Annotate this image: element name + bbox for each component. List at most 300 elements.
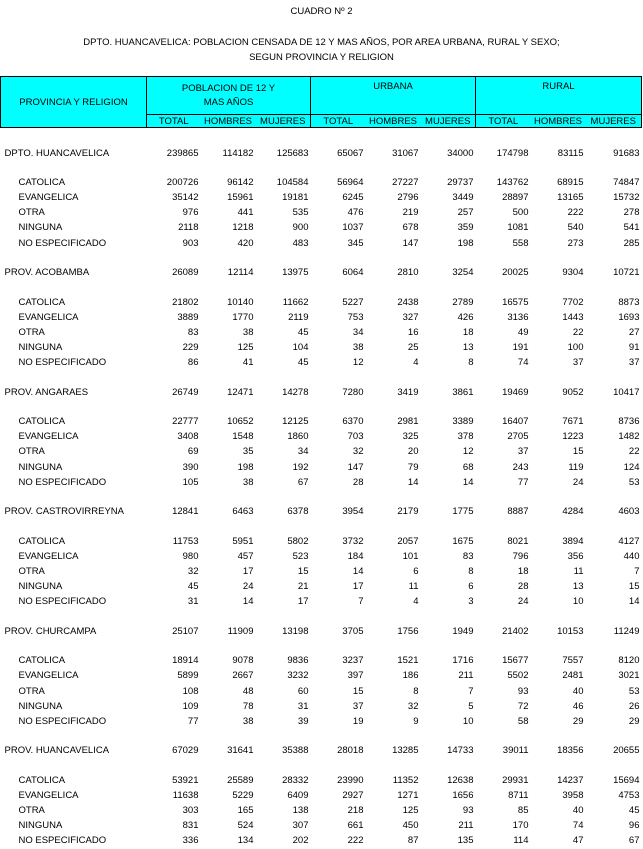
cell-urbana-mujeres: 68	[462, 461, 474, 473]
cell-poblacion-hombres: 5229	[232, 790, 254, 802]
cell-poblacion-hombres: 15961	[227, 192, 254, 204]
cell-urbana-hombres: 2796	[397, 192, 419, 204]
cell-poblacion-mujeres: 31	[297, 700, 309, 712]
cell-urbana-hombres: 13285	[392, 745, 419, 757]
header-group-poblacion: POBLACION DE 12 Y MAS AÑOS	[147, 77, 311, 115]
cell-rural-hombres: 540	[567, 222, 584, 234]
row-label: EVANGELICA	[18, 192, 79, 204]
cell-rural-mujeres: 91683	[613, 147, 640, 159]
cell-poblacion-total: 18914	[172, 655, 199, 667]
cell-poblacion-mujeres: 3232	[287, 670, 309, 682]
cell-urbana-mujeres: 5	[468, 700, 474, 712]
row-label: CATOLICA	[18, 655, 66, 667]
religion-row	[1, 220, 642, 235]
row-label: PROV. HUANCAVELICA	[4, 745, 110, 757]
cell-poblacion-mujeres: 45	[297, 326, 309, 338]
cell-poblacion-hombres: 1218	[232, 222, 254, 234]
cell-urbana-mujeres: 34000	[447, 147, 474, 159]
row-label: CATOLICA	[18, 774, 66, 786]
cell-rural-mujeres: 4603	[618, 506, 640, 518]
cell-rural-total: 28897	[502, 192, 529, 204]
cell-urbana-hombres: 4	[413, 596, 419, 608]
cell-urbana-mujeres: 426	[457, 311, 474, 323]
cell-poblacion-mujeres: 13198	[282, 625, 309, 637]
cell-rural-mujeres: 10417	[613, 386, 640, 398]
cell-poblacion-hombres: 38	[242, 476, 254, 488]
cell-urbana-total: 56964	[337, 177, 364, 189]
cell-rural-total: 2705	[507, 431, 529, 443]
spacer-row	[1, 128, 642, 146]
subheader-urbana-total: TOTAL	[311, 115, 366, 128]
religion-row	[1, 429, 642, 444]
cell-poblacion-hombres: 38	[242, 715, 254, 727]
cell-urbana-mujeres: 18	[462, 326, 474, 338]
cell-rural-total: 74	[517, 357, 529, 369]
religion-row	[1, 414, 642, 429]
cell-poblacion-hombres: 114182	[222, 147, 254, 159]
cell-urbana-total: 17	[352, 581, 364, 593]
religion-row	[1, 205, 642, 220]
cell-rural-mujeres: 74847	[613, 177, 640, 189]
cell-poblacion-hombres: 38	[242, 326, 254, 338]
census-table	[0, 76, 642, 848]
cell-poblacion-mujeres: 60	[297, 685, 309, 697]
cell-rural-mujeres: 10721	[613, 267, 640, 279]
cell-poblacion-hombres: 6463	[232, 506, 254, 518]
cell-rural-hombres: 47	[572, 835, 584, 847]
cell-rural-total: 85	[517, 805, 529, 817]
cell-poblacion-total: 25107	[172, 625, 199, 637]
religion-row	[1, 818, 642, 833]
cell-urbana-total: 6370	[342, 416, 364, 428]
cell-rural-total: 558	[512, 237, 529, 249]
cell-urbana-total: 3954	[342, 506, 364, 518]
cell-rural-total: 174798	[496, 147, 529, 159]
cell-rural-hombres: 7557	[562, 655, 584, 667]
subheader-poblacion-hombres: HOMBRES	[201, 115, 256, 128]
cell-poblacion-mujeres: 523	[292, 550, 309, 562]
row-label: NO ESPECIFICADO	[18, 715, 107, 727]
cell-urbana-mujeres: 378	[457, 431, 474, 443]
cell-rural-total: 29931	[502, 774, 529, 786]
cell-urbana-mujeres: 198	[457, 237, 474, 249]
cell-urbana-mujeres: 1716	[452, 655, 474, 667]
cell-urbana-total: 14	[352, 566, 364, 578]
spacer-row	[1, 251, 642, 266]
cell-urbana-total: 15	[352, 685, 364, 697]
row-label: EVANGELICA	[18, 670, 79, 682]
cell-rural-hombres: 40	[572, 685, 584, 697]
cell-rural-hombres: 7702	[562, 296, 584, 308]
cell-rural-total: 114	[513, 835, 529, 847]
religion-row	[1, 788, 642, 803]
cell-poblacion-mujeres: 5802	[287, 535, 309, 547]
spacer-row	[1, 400, 642, 415]
cell-urbana-hombres: 186	[402, 670, 419, 682]
cell-poblacion-total: 105	[182, 476, 199, 488]
cell-poblacion-hombres: 24	[242, 581, 254, 593]
cell-rural-hombres: 7671	[562, 416, 584, 428]
cell-poblacion-total: 69	[187, 446, 199, 458]
row-label: NO ESPECIFICADO	[18, 835, 107, 847]
cell-rural-mujeres: 285	[623, 237, 640, 249]
cell-urbana-total: 12	[352, 357, 364, 369]
cell-poblacion-total: 26749	[172, 386, 199, 398]
header-group-rural: RURAL	[476, 77, 642, 115]
religion-row	[1, 668, 642, 683]
religion-row	[1, 175, 642, 190]
row-label: CATOLICA	[18, 177, 66, 189]
cell-rural-total: 3136	[507, 311, 529, 323]
cell-poblacion-total: 2118	[178, 222, 199, 234]
cell-urbana-total: 32	[352, 446, 364, 458]
cell-rural-hombres: 83115	[557, 147, 584, 159]
cell-urbana-total: 218	[347, 805, 364, 817]
cell-urbana-total: 65067	[337, 147, 364, 159]
cell-urbana-total: 222	[347, 835, 364, 847]
cell-poblacion-hombres: 1548	[232, 431, 254, 443]
row-label: NINGUNA	[18, 700, 63, 712]
row-label: CATOLICA	[18, 416, 66, 428]
religion-row	[1, 444, 642, 459]
cell-urbana-total: 6064	[342, 267, 364, 279]
cell-urbana-mujeres: 3389	[452, 416, 474, 428]
cell-poblacion-total: 903	[182, 237, 199, 249]
religion-row	[1, 295, 642, 310]
spacer-row	[1, 490, 642, 505]
cell-rural-mujeres: 67	[628, 835, 640, 847]
cell-urbana-mujeres: 8	[468, 357, 474, 369]
cell-poblacion-total: 86	[187, 357, 199, 369]
cell-urbana-mujeres: 257	[457, 207, 474, 219]
row-label: EVANGELICA	[18, 311, 79, 323]
religion-row	[1, 714, 642, 729]
cell-urbana-mujeres: 14733	[447, 745, 474, 757]
cell-rural-total: 500	[512, 207, 529, 219]
cell-urbana-hombres: 8	[413, 685, 419, 697]
cell-urbana-hombres: 450	[402, 820, 419, 832]
section-total-row	[1, 265, 642, 280]
religion-row	[1, 564, 642, 579]
cell-urbana-total: 476	[347, 207, 364, 219]
cell-urbana-hombres: 325	[402, 431, 419, 443]
table-subtitle: SEGUN PROVINCIA Y RELIGION	[249, 52, 394, 63]
cell-urbana-mujeres: 93	[462, 805, 474, 817]
cell-urbana-mujeres: 13	[462, 341, 474, 353]
cell-poblacion-total: 229	[182, 341, 199, 353]
cell-rural-hombres: 11	[573, 566, 584, 578]
cell-rural-mujeres: 8120	[618, 655, 640, 667]
cell-urbana-total: 1037	[342, 222, 364, 234]
cell-rural-hombres: 46	[572, 700, 584, 712]
row-label: NINGUNA	[18, 222, 63, 234]
cell-poblacion-total: 336	[182, 835, 199, 847]
cell-poblacion-total: 45	[187, 581, 199, 593]
cell-poblacion-hombres: 10140	[227, 296, 254, 308]
cell-rural-hombres: 1443	[562, 311, 584, 323]
cell-rural-mujeres: 8873	[618, 296, 640, 308]
cell-rural-total: 49	[517, 326, 529, 338]
cell-urbana-hombres: 31067	[392, 147, 419, 159]
cell-urbana-mujeres: 29737	[447, 177, 474, 189]
cell-rural-mujeres: 3021	[618, 670, 640, 682]
row-label: OTRA	[18, 566, 45, 578]
cell-rural-hombres: 18356	[557, 745, 584, 757]
cell-rural-total: 15677	[502, 655, 529, 667]
cell-urbana-hombres: 2057	[397, 535, 419, 547]
row-label: CATOLICA	[18, 296, 66, 308]
cell-poblacion-mujeres: 15	[297, 566, 309, 578]
religion-row	[1, 190, 642, 205]
row-label: NO ESPECIFICADO	[18, 357, 107, 369]
cell-urbana-total: 345	[347, 237, 364, 249]
cell-poblacion-total: 53921	[172, 774, 199, 786]
cell-urbana-hombres: 6	[413, 566, 419, 578]
table-number: CUADRO Nº 2	[290, 6, 353, 17]
row-label: PROV. CHURCAMPA	[4, 625, 97, 637]
religion-row	[1, 355, 642, 370]
cell-rural-mujeres: 14	[628, 596, 640, 608]
cell-poblacion-mujeres: 104	[292, 341, 309, 353]
cell-poblacion-mujeres: 192	[292, 461, 309, 473]
religion-row	[1, 699, 642, 714]
cell-rural-mujeres: 15694	[613, 774, 640, 786]
row-label: NO ESPECIFICADO	[18, 476, 107, 488]
header-group-urbana: URBANA	[311, 77, 476, 115]
spacer-row	[1, 729, 642, 744]
cell-urbana-mujeres: 2789	[452, 296, 474, 308]
cell-rural-total: 8021	[507, 535, 529, 547]
spacer-row	[1, 639, 642, 654]
cell-urbana-mujeres: 10	[462, 715, 474, 727]
cell-poblacion-hombres: 31641	[227, 745, 254, 757]
cell-urbana-total: 3237	[342, 655, 364, 667]
cell-poblacion-hombres: 198	[237, 461, 254, 473]
religion-row	[1, 594, 642, 609]
cell-urbana-hombres: 219	[402, 207, 419, 219]
cell-poblacion-hombres: 12471	[227, 386, 254, 398]
cell-poblacion-mujeres: 1860	[287, 431, 309, 443]
row-label: NINGUNA	[18, 581, 63, 593]
section-total-row	[1, 504, 642, 519]
cell-poblacion-total: 26089	[172, 267, 199, 279]
cell-poblacion-mujeres: 13975	[282, 267, 309, 279]
subheader-urbana-mujeres: MUJERES	[421, 115, 476, 128]
cell-urbana-total: 23990	[337, 774, 364, 786]
religion-row	[1, 325, 642, 340]
cell-urbana-hombres: 14	[407, 476, 419, 488]
cell-poblacion-mujeres: 202	[292, 835, 309, 847]
cell-urbana-hombres: 1756	[397, 625, 419, 637]
cell-urbana-mujeres: 359	[457, 222, 474, 234]
cell-urbana-hombres: 327	[402, 311, 419, 323]
religion-row	[1, 310, 642, 325]
cell-poblacion-mujeres: 28332	[282, 774, 309, 786]
cell-urbana-hombres: 4	[413, 357, 419, 369]
cell-urbana-mujeres: 14	[462, 476, 474, 488]
cell-rural-mujeres: 37	[628, 357, 640, 369]
cell-rural-hombres: 29	[572, 715, 584, 727]
cell-rural-mujeres: 1693	[618, 311, 640, 323]
row-label: CATOLICA	[18, 535, 66, 547]
cell-urbana-total: 6245	[342, 192, 364, 204]
cell-poblacion-hombres: 96142	[227, 177, 254, 189]
cell-urbana-total: 37	[352, 700, 364, 712]
cell-poblacion-mujeres: 45	[297, 357, 309, 369]
row-label: OTRA	[18, 805, 45, 817]
cell-urbana-hombres: 16	[407, 326, 419, 338]
cell-urbana-mujeres: 3	[468, 596, 474, 608]
cell-poblacion-total: 976	[182, 207, 199, 219]
cell-urbana-total: 753	[347, 311, 364, 323]
cell-rural-total: 28	[517, 581, 529, 593]
subheader-poblacion-mujeres: MUJERES	[256, 115, 311, 128]
cell-rural-mujeres: 7	[634, 566, 640, 578]
cell-poblacion-total: 200726	[166, 177, 199, 189]
cell-rural-mujeres: 8736	[618, 416, 640, 428]
cell-rural-total: 191	[512, 341, 529, 353]
cell-poblacion-total: 77	[187, 715, 199, 727]
cell-poblacion-total: 5899	[177, 670, 199, 682]
cell-urbana-hombres: 101	[402, 550, 419, 562]
cell-rural-mujeres: 1482	[618, 431, 640, 443]
cell-urbana-hombres: 9	[413, 715, 419, 727]
row-label: PROV. ANGARAES	[4, 386, 89, 398]
cell-rural-total: 5502	[507, 670, 529, 682]
cell-poblacion-hombres: 134	[237, 835, 254, 847]
cell-urbana-hombres: 3419	[397, 386, 419, 398]
cell-rural-hombres: 222	[567, 207, 584, 219]
row-label: NO ESPECIFICADO	[18, 596, 107, 608]
cell-urbana-mujeres: 211	[458, 820, 474, 832]
cell-poblacion-mujeres: 67	[297, 476, 309, 488]
religion-row	[1, 773, 642, 788]
religion-row	[1, 803, 642, 818]
cell-urbana-mujeres: 3254	[452, 267, 474, 279]
cell-rural-hombres: 3894	[562, 535, 584, 547]
row-label: NINGUNA	[18, 461, 63, 473]
cell-poblacion-hombres: 441	[237, 207, 254, 219]
religion-row	[1, 653, 642, 668]
cell-rural-total: 93	[517, 685, 529, 697]
cell-urbana-hombres: 2981	[397, 416, 419, 428]
cell-rural-hombres: 40	[572, 805, 584, 817]
cell-rural-total: 170	[512, 820, 529, 832]
cell-poblacion-hombres: 165	[237, 805, 254, 817]
cell-urbana-mujeres: 83	[462, 550, 474, 562]
cell-rural-hombres: 10	[572, 596, 584, 608]
religion-row	[1, 684, 642, 699]
cell-rural-mujeres: 541	[623, 222, 640, 234]
cell-urbana-hombres: 125	[402, 805, 419, 817]
cell-poblacion-hombres: 125	[237, 341, 254, 353]
cell-rural-total: 20025	[502, 267, 529, 279]
cell-poblacion-hombres: 11909	[227, 625, 254, 637]
cell-poblacion-mujeres: 34	[297, 446, 309, 458]
cell-urbana-total: 7280	[342, 386, 364, 398]
cell-urbana-total: 34	[352, 326, 364, 338]
row-label: OTRA	[18, 207, 45, 219]
cell-urbana-hombres: 2179	[397, 506, 419, 518]
cell-poblacion-hombres: 1770	[232, 311, 254, 323]
cell-rural-mujeres: 29	[628, 715, 640, 727]
cell-poblacion-hombres: 5951	[232, 535, 254, 547]
cell-poblacion-total: 83	[187, 326, 199, 338]
cell-rural-mujeres: 124	[623, 461, 640, 473]
cell-poblacion-hombres: 457	[237, 550, 254, 562]
cell-poblacion-total: 980	[182, 550, 199, 562]
section-total-row	[1, 385, 642, 400]
cell-urbana-total: 7	[358, 596, 364, 608]
cell-rural-total: 24	[517, 596, 529, 608]
cell-poblacion-mujeres: 125683	[276, 147, 309, 159]
row-label: NO ESPECIFICADO	[18, 237, 107, 249]
cell-urbana-total: 2927	[342, 790, 364, 802]
cell-rural-hombres: 100	[567, 341, 584, 353]
cell-poblacion-mujeres: 39	[297, 715, 309, 727]
cell-rural-mujeres: 22	[628, 446, 640, 458]
cell-poblacion-total: 390	[182, 461, 199, 473]
cell-urbana-mujeres: 1675	[452, 535, 474, 547]
cell-urbana-total: 184	[347, 550, 364, 562]
row-label: PROV. CASTROVIRREYNA	[4, 506, 124, 518]
subheader-rural-mujeres: MUJERES	[586, 115, 642, 128]
cell-poblacion-mujeres: 14278	[282, 386, 309, 398]
cell-rural-total: 72	[517, 700, 529, 712]
cell-rural-mujeres: 45	[628, 805, 640, 817]
cell-urbana-total: 3732	[342, 535, 364, 547]
cell-poblacion-mujeres: 19181	[282, 192, 309, 204]
section-total-row	[1, 146, 642, 161]
cell-rural-hombres: 2481	[562, 670, 584, 682]
cell-rural-hombres: 356	[567, 550, 584, 562]
cell-poblacion-mujeres: 9836	[287, 655, 309, 667]
cell-rural-mujeres: 96	[628, 820, 640, 832]
cell-poblacion-total: 239865	[166, 147, 199, 159]
cell-urbana-hombres: 87	[407, 835, 419, 847]
cell-poblacion-mujeres: 21	[297, 581, 309, 593]
cell-urbana-hombres: 27227	[392, 177, 419, 189]
row-label: EVANGELICA	[18, 431, 79, 443]
cell-urbana-hombres: 25	[407, 341, 419, 353]
cell-urbana-hombres: 1271	[397, 790, 419, 802]
cell-poblacion-hombres: 17	[242, 566, 254, 578]
cell-urbana-hombres: 79	[407, 461, 419, 473]
row-label: OTRA	[18, 326, 45, 338]
row-label: NINGUNA	[18, 820, 63, 832]
cell-rural-total: 21402	[502, 625, 529, 637]
subheader-urbana-hombres: HOMBRES	[366, 115, 421, 128]
cell-poblacion-mujeres: 17	[297, 596, 309, 608]
cell-urbana-mujeres: 7	[468, 685, 474, 697]
cell-poblacion-mujeres: 35388	[282, 745, 309, 757]
spacer-row	[1, 370, 642, 385]
cell-poblacion-total: 21802	[172, 296, 199, 308]
cell-rural-hombres: 14237	[557, 774, 584, 786]
cell-urbana-mujeres: 12	[462, 446, 474, 458]
cell-rural-mujeres: 15	[628, 581, 640, 593]
religion-row	[1, 579, 642, 594]
cell-rural-hombres: 24	[572, 476, 584, 488]
cell-poblacion-total: 109	[182, 700, 199, 712]
cell-rural-total: 16407	[502, 416, 529, 428]
cell-poblacion-mujeres: 483	[292, 237, 309, 249]
cell-urbana-mujeres: 135	[457, 835, 474, 847]
cell-urbana-mujeres: 211	[458, 670, 474, 682]
cell-poblacion-total: 3889	[177, 311, 199, 323]
cell-rural-hombres: 1223	[562, 431, 584, 443]
cell-urbana-total: 28	[352, 476, 364, 488]
